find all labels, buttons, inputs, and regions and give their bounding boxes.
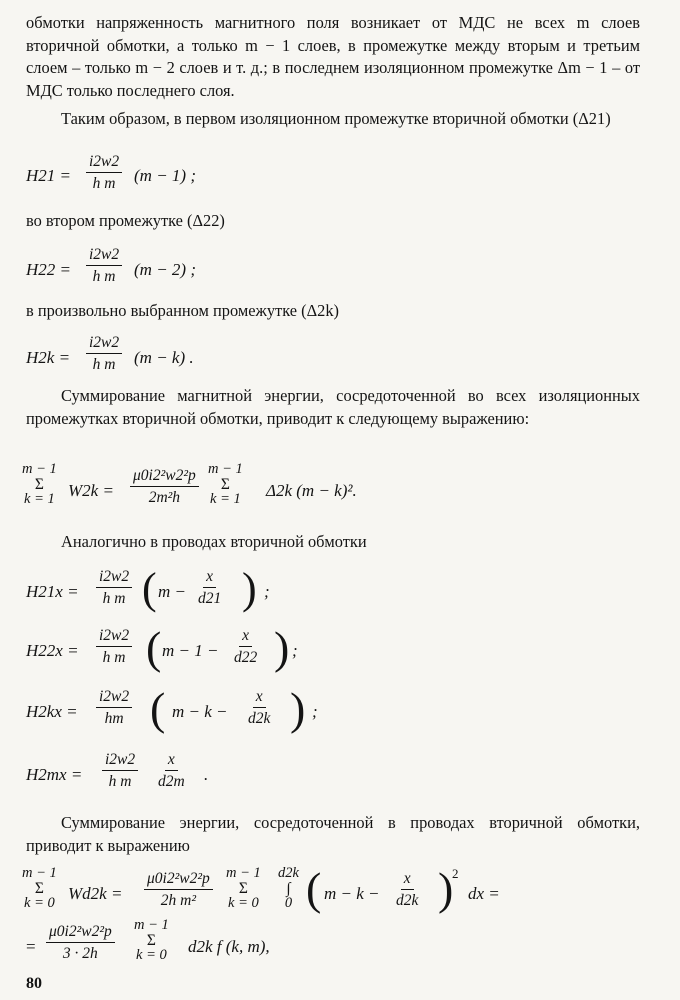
h21x-lhs: H21x = [26, 582, 79, 601]
final-lead: = [26, 937, 36, 956]
paragraph-summation-gaps: Суммирование магнитной энергии, сосредоточенной во всех изоляционных промежутках вторичной обмотки, приводит к следующему выражению: [26, 386, 640, 428]
h22x-denominator: h m [102, 649, 126, 666]
wd2k-end: dx = [468, 884, 500, 903]
h21-tail: (m − 1) ; [134, 166, 196, 185]
h2kx-inner-numerator: x [253, 688, 266, 708]
h2mx-lhs: H2mx = [26, 765, 83, 784]
h2k-fraction [86, 334, 122, 373]
w2k-sum-bottom: k = 1 [24, 491, 55, 507]
wd2k-denominator: 2h m² [160, 892, 196, 909]
w2k-sum2-bottom: k = 1 [210, 491, 241, 507]
h22x-inner-numerator: x [239, 627, 252, 647]
h21x-numerator: i2w2 [96, 568, 132, 588]
h21-lhs: H21 = [26, 166, 71, 185]
h2kx-inner-fraction [248, 688, 270, 727]
h21x-inner-denominator: d21 [198, 590, 222, 607]
sigma-icon: Σ [238, 880, 248, 897]
wd2k-integral [278, 866, 299, 911]
wd2k-inner-denominator: d2k [396, 892, 419, 909]
h2kx-numerator: i2w2 [96, 688, 132, 708]
h22x-fraction [96, 627, 132, 666]
left-paren-icon: ( [146, 622, 162, 673]
wd2k-inner-fraction [396, 870, 418, 909]
h21x-end: ; [264, 582, 270, 601]
final-sum [134, 918, 169, 963]
h2kx-denominator: hm [104, 710, 124, 727]
paragraph-intro: обмотки напряженность магнитного поля возникает от МДС не всех m слоев вторичной обмотки, а только m − 1 слоев, в промежутке между вторым и третьим слоем – только m − 2 слоев и т. д.; в последнем изоляционном промежутке Δm − 1 – от МДС только последнего слоя. [26, 13, 640, 100]
h2mx-fraction [102, 751, 138, 790]
w2k-term: W2k = [68, 481, 114, 500]
h2k-numerator: i2w2 [86, 334, 122, 354]
h22-denominator: h m [92, 268, 116, 285]
wd2k-term: Wd2k = [68, 884, 123, 903]
h2kx-end: ; [312, 702, 318, 721]
final-tail: d2k f (k, m), [188, 937, 270, 956]
left-paren-icon: ( [142, 564, 157, 613]
h21x-inner-fraction [198, 568, 221, 607]
w2k-sum2-top: m − 1 [208, 461, 243, 477]
integral-icon: ∫ [286, 880, 291, 897]
page-number: 80 [26, 975, 42, 992]
final-fraction [46, 923, 115, 962]
right-paren-icon: ) [274, 622, 290, 673]
paragraph-second-gap: во втором промежутке (Δ22) [26, 211, 225, 230]
h2mx-numerator-2: x [165, 751, 178, 771]
h21-numerator: i2w2 [86, 153, 122, 173]
h2mx-numerator: i2w2 [102, 751, 138, 771]
sigma-icon: Σ [146, 932, 156, 949]
right-paren-icon: ) [438, 863, 454, 914]
final-sum-bottom: k = 0 [136, 947, 167, 963]
h2kx-fraction [96, 688, 132, 727]
paragraph-first-gap: Таким образом, в первом изоляционном промежутке вторичной обмотки (Δ21) [61, 109, 611, 128]
w2k-sum-2 [208, 462, 243, 507]
w2k-sum-top: m − 1 [22, 461, 57, 477]
wd2k-inner-numerator: x [401, 870, 414, 890]
wd2k-fraction [144, 870, 213, 909]
left-paren-icon: ( [150, 683, 166, 734]
h2mx-denominator-2: d2m [158, 773, 185, 790]
wd2k-sum-2 [226, 866, 261, 911]
final-sum-top: m − 1 [134, 917, 169, 933]
final-denominator: 3 · 2h [62, 945, 98, 962]
right-paren-icon: ) [290, 683, 306, 734]
wd2k-sum2-bottom: k = 0 [228, 895, 259, 911]
wd2k-inner: m − k − [324, 884, 380, 903]
wd2k-sum2-top: m − 1 [226, 865, 261, 881]
wd2k-sum-bottom: k = 0 [24, 895, 55, 911]
h2mx-end: . [204, 765, 209, 784]
h22x-inner-denominator: d22 [234, 649, 258, 666]
h21x-inner: m − [158, 582, 186, 601]
h22x-end: ; [292, 641, 298, 660]
h2k-lhs: H2k = [26, 348, 71, 367]
wd2k-sum [22, 866, 57, 911]
h2mx-denominator: h m [108, 773, 132, 790]
h2kx-inner: m − k − [172, 702, 228, 721]
final-numerator: μ0i2²w2²p [46, 923, 115, 943]
paragraph-arbitrary-gap: в произвольно выбранном промежутке (Δ2k) [26, 301, 339, 320]
wd2k-int-top: d2k [278, 865, 299, 881]
h22x-inner: m − 1 − [162, 641, 219, 660]
wd2k-numerator: μ0i2²w2²p [144, 870, 213, 890]
sigma-icon: Σ [220, 476, 230, 493]
h21x-fraction [96, 568, 132, 607]
wd2k-sum-top: m − 1 [22, 865, 57, 881]
sigma-icon: Σ [34, 880, 44, 897]
h2kx-lhs: H2kx = [26, 702, 78, 721]
h22x-numerator: i2w2 [96, 627, 132, 647]
h22-tail: (m − 2) ; [134, 260, 196, 279]
h21-fraction [86, 153, 122, 192]
right-paren-icon: ) [242, 564, 257, 613]
h22x-inner-fraction [234, 627, 257, 666]
wd2k-square: 2 [452, 866, 459, 881]
paragraph-summation-wires: Суммирование энергии, сосредоточенной в проводах вторичной обмотки, приводит к выражению [26, 813, 640, 855]
w2k-tail: Δ2k (m − k)². [266, 481, 357, 500]
w2k-numerator: μ0i2²w2²p [130, 467, 199, 487]
h21-denominator: h m [92, 175, 116, 192]
h22-fraction [86, 246, 122, 285]
h22x-lhs: H22x = [26, 641, 79, 660]
w2k-sum [22, 462, 57, 507]
h2mx-fraction-2 [158, 751, 185, 790]
w2k-fraction [130, 467, 199, 506]
h22-lhs: H22 = [26, 260, 71, 279]
h2kx-inner-denominator: d2k [248, 710, 271, 727]
paragraph-wires: Аналогично в проводах вторичной обмотки [61, 532, 367, 551]
h21x-inner-numerator: x [203, 568, 216, 588]
sigma-icon: Σ [34, 476, 44, 493]
w2k-denominator: 2m²h [148, 489, 181, 506]
left-paren-icon: ( [306, 863, 322, 914]
h21x-denominator: h m [102, 590, 126, 607]
h2k-denominator: h m [92, 356, 116, 373]
h2k-tail: (m − k) . [134, 348, 194, 367]
wd2k-int-bottom: 0 [284, 895, 293, 911]
h22-numerator: i2w2 [86, 246, 122, 266]
